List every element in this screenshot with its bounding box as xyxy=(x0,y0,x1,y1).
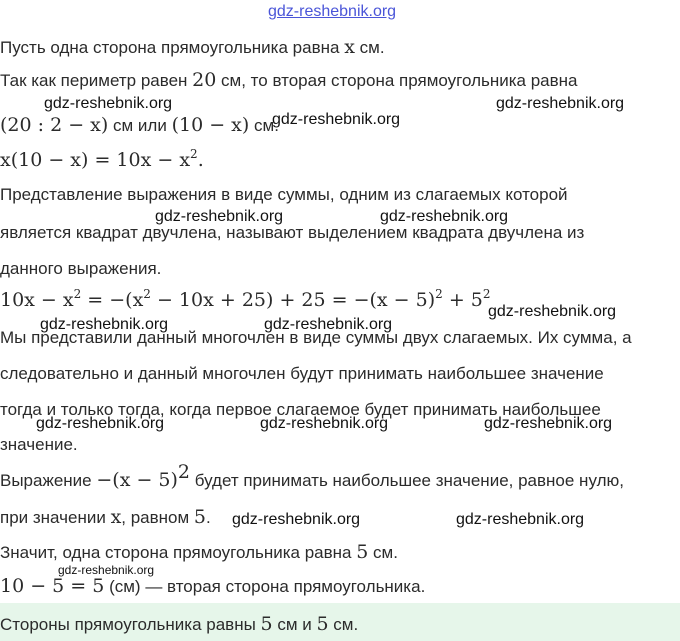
text-fragment: см, то вторая сторона прямоугольника равна xyxy=(216,71,578,90)
text-line-5: Представление выражения в виде суммы, одним из слагаемых которой xyxy=(0,185,568,204)
text-fragment: . xyxy=(206,508,211,527)
text-fragment: будет принимать наибольшее значение, равное нулю, xyxy=(190,471,624,490)
math-exponent: 2 xyxy=(435,287,443,301)
text-line-9: Мы представили данный многочлен в виде суммы двух слагаемых. Их сумма, а xyxy=(0,328,632,347)
text-fragment: см. xyxy=(249,116,279,135)
text-line-1 xyxy=(0,36,385,59)
watermark-text: gdz-reshebnik.org xyxy=(260,415,389,432)
text-fragment: (см) — вторая сторона прямоугольника. xyxy=(104,577,426,596)
answer-box xyxy=(0,603,680,641)
math-expression: 10 − 5 = 5 xyxy=(0,575,105,597)
watermark-text: gdz-reshebnik.org xyxy=(155,208,284,225)
formula-line-1 xyxy=(0,149,204,171)
watermark-text: gdz-reshebnik.org xyxy=(58,563,155,577)
text-fragment: см. xyxy=(368,543,398,562)
math-exponent: 2 xyxy=(73,287,82,301)
text-fragment: Стороны прямоугольника равны xyxy=(0,615,261,634)
text-line-3 xyxy=(0,114,279,137)
watermark-text: gdz-reshebnik.org xyxy=(264,316,393,333)
watermark-top-link[interactable]: gdz-reshebnik.org xyxy=(268,3,397,20)
math-number: 5 xyxy=(316,613,329,635)
text-line-10: следовательно и данный многочлен будут принимать наибольшее значение xyxy=(0,364,604,383)
text-fragment: Пусть одна сторона прямоугольника равна xyxy=(0,38,345,57)
text-line-6: является квадрат двучлена, называют выделением квадрата двучлена из xyxy=(0,223,585,242)
math-number: 5 xyxy=(193,506,207,528)
text-line-15 xyxy=(0,541,398,564)
watermark-text: gdz-reshebnik.org xyxy=(44,95,173,112)
math-expression: (20 : 2 − x) xyxy=(0,114,109,136)
math-expression: 10x − x xyxy=(0,289,74,311)
math-expression: + 5 xyxy=(442,289,483,311)
math-exponent: 2 xyxy=(177,461,191,483)
math-var: x xyxy=(344,36,355,58)
watermark-text: gdz-reshebnik.org xyxy=(484,415,613,432)
text-fragment: см. xyxy=(328,615,359,634)
text-fragment: см или xyxy=(108,116,172,135)
text-line-12: значение. xyxy=(0,435,78,454)
text-fragment: . xyxy=(197,149,204,171)
text-fragment: Значит, одна сторона прямоугольника равна xyxy=(0,543,357,562)
watermark-text: gdz-reshebnik.org xyxy=(456,511,585,528)
answer-line xyxy=(0,613,358,636)
text-line-13 xyxy=(0,461,624,492)
math-exponent: 2 xyxy=(190,147,198,161)
math-number: 5 xyxy=(260,613,273,635)
text-line-11: тогда и только тогда, когда первое слагаемое будет принимать наибольшее xyxy=(0,400,601,419)
text-line-16 xyxy=(0,575,425,598)
watermark-text: gdz-reshebnik.org xyxy=(40,316,169,333)
math-expression: (10 − x) xyxy=(171,114,250,136)
text-line-2 xyxy=(0,69,578,92)
text-fragment: см. xyxy=(354,38,385,57)
math-exponent: 2 xyxy=(143,287,151,301)
text-fragment: см и xyxy=(272,615,317,634)
watermark-text: gdz-reshebnik.org xyxy=(232,511,361,528)
math-var: x xyxy=(110,506,122,528)
text-line-7: данного выражения. xyxy=(0,259,162,278)
watermark-text: gdz-reshebnik.org xyxy=(272,111,401,128)
watermark-text: gdz-reshebnik.org xyxy=(496,95,625,112)
math-number: 5 xyxy=(356,541,369,563)
watermark-text: gdz-reshebnik.org xyxy=(488,303,617,320)
math-number: 20 xyxy=(192,69,217,91)
math-exponent: 2 xyxy=(482,287,491,301)
watermark-text: gdz-reshebnik.org xyxy=(380,208,509,225)
text-fragment: при значении xyxy=(0,508,111,527)
text-fragment: Выражение xyxy=(0,471,97,490)
math-expression: −(x − 5) xyxy=(96,469,178,491)
watermark-text: gdz-reshebnik.org xyxy=(36,415,165,432)
text-fragment: Так как периметр равен xyxy=(0,71,193,90)
math-expression: x(10 − x) = 10x − x xyxy=(0,149,191,171)
math-expression: − 10x + 25) + 25 = −(x − 5) xyxy=(150,289,436,311)
math-expression: = −(x xyxy=(81,289,144,311)
formula-line-2 xyxy=(0,289,491,311)
text-fragment: , равном xyxy=(121,508,194,527)
text-line-14 xyxy=(0,506,211,529)
